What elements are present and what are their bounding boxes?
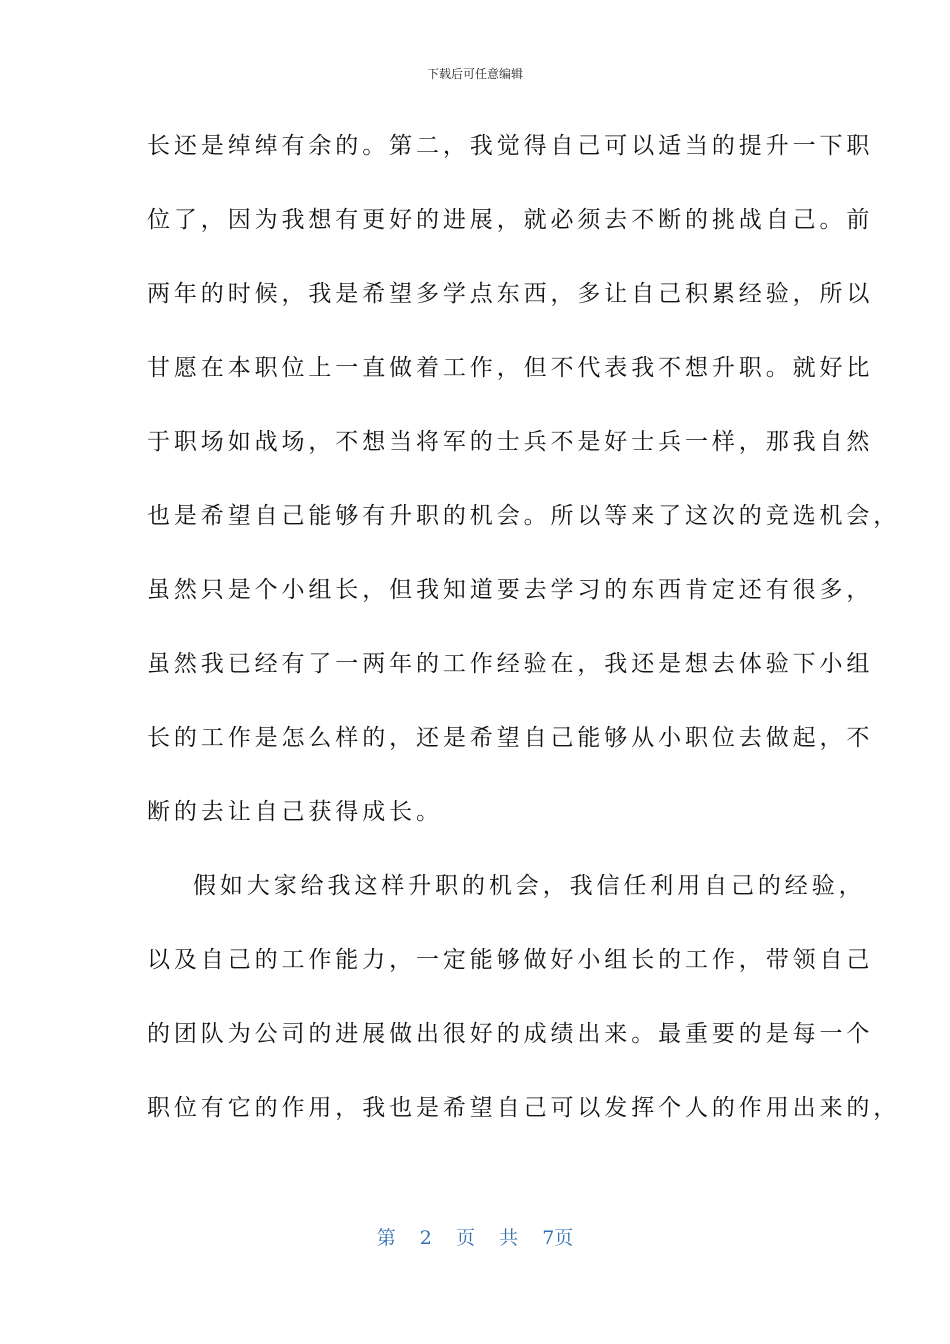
footer-page-number: 2 bbox=[419, 1227, 432, 1249]
text-line: 长还是绰绰有余的。第二，我觉得自己可以适当的提升一下职 bbox=[147, 133, 874, 159]
text-line: 位了，因为我想有更好的进展，就必须去不断的挑战自己。前 bbox=[147, 207, 874, 233]
footer-total-pages: 7页 bbox=[542, 1227, 574, 1249]
text-line: 也是希望自己能够有升职的机会。所以等来了这次的竞选机会， bbox=[147, 503, 901, 529]
text-line: 职位有它的作用，我也是希望自己可以发挥个人的作用出来的， bbox=[147, 1095, 901, 1121]
text-line: 虽然只是个小组长，但我知道要去学习的东西肯定还有很多， bbox=[147, 577, 874, 603]
text-line: 断的去让自己获得成长。 bbox=[147, 799, 443, 825]
text-line: 假如大家给我这样升职的机会，我信任利用自己的经验， bbox=[193, 873, 866, 899]
text-line: 长的工作是怎么样的，还是希望自己能够从小职位去做起，不 bbox=[147, 725, 874, 751]
paragraph-2 bbox=[147, 866, 901, 1162]
text-line: 两年的时候，我是希望多学点东西，多让自己积累经验，所以 bbox=[147, 281, 874, 307]
page-header bbox=[0, 66, 950, 82]
text-line: 甘愿在本职位上一直做着工作，但不代表我不想升职。就好比 bbox=[147, 355, 874, 381]
footer-prefix: 第 bbox=[376, 1227, 396, 1249]
text-line: 于职场如战场，不想当将军的士兵不是好士兵一样，那我自然 bbox=[147, 429, 874, 455]
paragraph-1 bbox=[147, 126, 901, 866]
document-body bbox=[147, 126, 901, 1162]
page-footer bbox=[0, 1226, 950, 1250]
text-line: 以及自己的工作能力，一定能够做好小组长的工作，带领自己 bbox=[147, 947, 874, 973]
header-note: 下载后可任意编辑 bbox=[426, 67, 523, 81]
text-line: 的团队为公司的进展做出很好的成绩出来。最重要的是每一个 bbox=[147, 1021, 874, 1047]
text-line: 虽然我已经有了一两年的工作经验在，我还是想去体验下小组 bbox=[147, 651, 874, 677]
footer-page-label: 页 bbox=[455, 1227, 475, 1249]
footer-total-label: 共 bbox=[499, 1227, 519, 1249]
